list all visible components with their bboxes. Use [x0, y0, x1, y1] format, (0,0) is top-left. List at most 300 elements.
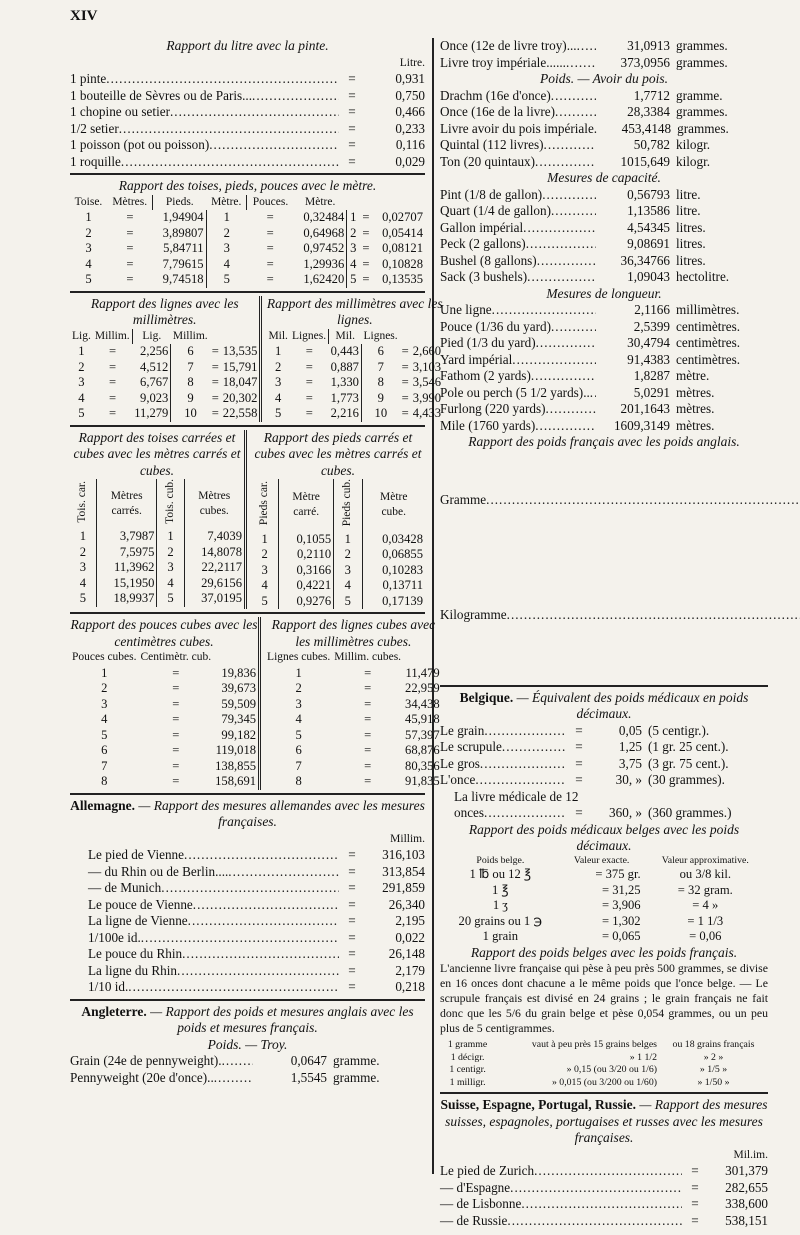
row-label: Sack (3 bushels)	[440, 269, 528, 284]
table-row	[440, 121, 768, 138]
equals-sign: =	[172, 712, 180, 727]
table-cell: 11,3962	[96, 560, 157, 576]
table-cell: 91,835	[405, 774, 440, 789]
row-value: 0,05	[618, 722, 642, 738]
table-cell: 0,06855	[362, 547, 425, 563]
pouces-cubes-header: Centimètr. cub.	[140, 651, 212, 664]
equals-sign: =	[172, 758, 180, 773]
toises-body	[70, 210, 425, 288]
table-row	[440, 929, 768, 945]
equals-sign: =	[364, 665, 372, 680]
row-value: 313,854	[382, 863, 425, 879]
equals-sign: =	[126, 256, 134, 271]
equals-sign: =	[362, 225, 370, 240]
leader-dots	[546, 401, 597, 418]
equals-sign: =	[364, 743, 372, 758]
table-cell: 10	[171, 406, 210, 422]
leader-dots	[536, 335, 596, 352]
row-label: 1 poisson (pot ou poisson)	[70, 137, 210, 152]
table-cell: 6	[361, 344, 399, 360]
table-cell: 6	[171, 344, 210, 360]
equals-sign: =	[305, 344, 313, 358]
row-value: 453,4148	[621, 120, 672, 136]
toises-carrees-header: Mètres	[198, 489, 231, 502]
toises-carrees-body	[70, 529, 244, 607]
row-value: 28,3384	[627, 104, 670, 119]
table-cell: 14,8078	[184, 545, 244, 561]
table-cell: 0,13711	[362, 578, 425, 594]
table-cell: 18,9937	[96, 591, 157, 607]
table-row	[70, 137, 425, 154]
table-cell: 1	[295, 665, 302, 680]
table-cell: 0,64968	[303, 225, 345, 240]
millim-body	[266, 344, 443, 422]
allemagne-title: — Rapport des mesures allemandes avec les mesures françaises.	[138, 797, 425, 830]
table-row	[88, 897, 425, 914]
livre-label: onces	[454, 805, 485, 820]
table-cell: 7	[171, 360, 210, 376]
angleterre-section	[70, 1004, 425, 1090]
table-row	[70, 71, 425, 88]
table-cell: » 1/50 »	[697, 1076, 730, 1088]
francais-subheading: Rapport des poids français avec les poids anglais.	[468, 434, 740, 449]
equals-sign: =	[401, 375, 409, 389]
toises-header: Pieds.	[153, 195, 206, 211]
table-cell: vaut à peu près 15 grains belges	[531, 1039, 657, 1050]
equals-sign: =	[211, 359, 219, 374]
lignes-cubes-block	[258, 617, 442, 790]
leader-dots	[480, 756, 566, 773]
table-cell: 5	[79, 591, 87, 606]
row-unit: gramme.	[333, 1053, 380, 1069]
table-cell: 8	[361, 375, 399, 391]
table-cell: 1 centigr.	[449, 1064, 486, 1075]
table-row	[70, 591, 244, 607]
table-row	[265, 728, 442, 744]
millim-header: Lignes.	[291, 329, 327, 342]
right-column	[440, 38, 768, 1235]
table-cell: 5	[295, 727, 302, 742]
table-row	[440, 253, 768, 270]
carres-cubes-section	[70, 430, 425, 615]
equals-sign: =	[364, 681, 372, 696]
table-row	[265, 666, 442, 682]
table-cell: 11,479	[405, 665, 440, 680]
table-cell: 1	[157, 529, 184, 545]
allemagne-unit: Millim.	[390, 832, 425, 845]
row-value: 373,0956	[620, 54, 670, 70]
belges-header-row	[440, 855, 768, 868]
table-row	[440, 1213, 768, 1230]
table-cell: » 0,15 (ou 3/20 ou 1/6)	[566, 1064, 657, 1075]
table-cell: 20 grains ou 1 ℈	[458, 913, 543, 928]
row-value: 31,0913	[627, 38, 670, 53]
table-row	[440, 1039, 768, 1052]
equals-sign: =	[172, 727, 180, 742]
table-row	[70, 529, 244, 545]
table-row	[440, 104, 768, 121]
table-cell: 3	[79, 560, 87, 575]
troy-subheading: Poids. — Troy.	[207, 1036, 288, 1052]
table-row	[440, 723, 768, 740]
leader-dots	[527, 269, 596, 286]
equals-sign: =	[362, 272, 370, 286]
leader-dots	[188, 913, 339, 930]
table-row	[440, 867, 768, 883]
lignes-table	[70, 329, 259, 422]
row-value: 0,233	[395, 120, 425, 136]
equals-sign: =	[126, 210, 134, 224]
allemagne-section	[70, 798, 425, 1001]
allemagne-heading	[70, 798, 425, 831]
equals-sign: =	[364, 712, 372, 727]
table-cell: 1 milligr.	[449, 1076, 486, 1088]
toises-header: Mètre.	[211, 195, 242, 208]
equals-sign: =	[211, 390, 219, 405]
table-cell: 1,29936	[303, 256, 345, 271]
table-cell: 1,773	[330, 390, 359, 405]
table-cell: 2	[206, 226, 247, 242]
table-cell: 4	[78, 390, 85, 405]
suisse-country: Suisse, Espagne, Portugal, Russie.	[440, 1097, 636, 1112]
angleterre-title: — Rapport des poids et mesures anglais avec les poids et mesures français.	[150, 1003, 414, 1036]
row-label: Once (12e de livre troy)...	[440, 38, 577, 53]
table-cell: 4	[334, 578, 362, 594]
table-row	[440, 302, 768, 319]
table-row	[70, 121, 425, 138]
toises-carrees-heading: Rapport des toises carrées et cubes avec les mètres carrés et cubes.	[73, 429, 241, 478]
table-cell: 4	[347, 257, 360, 273]
table-row	[70, 576, 244, 592]
table-cell: 0,443	[330, 344, 359, 358]
table-row	[440, 335, 768, 352]
table-cell: 7	[295, 758, 302, 773]
table-cell: 3	[261, 562, 268, 577]
table-row	[440, 154, 768, 171]
row-label: Pole ou perch (5 1/2 yards)..	[440, 384, 590, 400]
row-label: Le grain	[440, 722, 485, 738]
table-row	[88, 946, 425, 963]
row-label: 1/100e id.	[88, 929, 141, 945]
row-label: Livre avoir du pois impériale.	[440, 120, 598, 136]
table-cell: 45,918	[405, 712, 440, 727]
pouces-cubes-block	[70, 617, 258, 790]
equals-sign: =	[348, 863, 356, 879]
table-cell: 1	[78, 344, 85, 358]
table-cell: 0,2110	[279, 547, 334, 563]
table-row	[440, 739, 768, 756]
row-value: 2,179	[395, 962, 425, 978]
toises-section	[70, 178, 425, 293]
table-cell: 1	[85, 210, 92, 224]
equals-sign: =	[348, 87, 356, 103]
table-row	[70, 712, 258, 728]
table-cell: 4,433	[412, 406, 442, 420]
table-cell: 0,02707	[382, 210, 423, 224]
leader-dots	[492, 302, 596, 319]
equals-sign: =	[691, 1212, 699, 1228]
equals-sign: =	[575, 755, 583, 771]
table-cell: 0,887	[330, 359, 359, 374]
table-cell: 15,1950	[96, 576, 157, 592]
table-cell: 5	[206, 272, 247, 288]
row-label: Grain (24e de pennyweight).	[70, 1053, 222, 1069]
table-row	[440, 236, 768, 253]
table-cell: 5	[347, 272, 360, 288]
table-cell: 7	[101, 758, 108, 773]
leader-dots	[507, 1213, 682, 1230]
leader-dots	[106, 71, 339, 88]
equals-sign: =	[348, 880, 356, 896]
row-value: 316,103	[382, 847, 425, 863]
table-cell: 37,0195	[184, 591, 244, 607]
table-cell: 2	[101, 681, 108, 696]
pieds-cubes-vheader: Pieds cub.	[341, 479, 354, 527]
row-unit: hectolitre.	[676, 269, 730, 284]
row-unit: litre.	[676, 186, 701, 202]
table-cell: 1	[261, 531, 268, 546]
leader-dots	[184, 847, 339, 864]
table-cell: 3	[295, 696, 302, 711]
table-cell: 13,535	[222, 344, 258, 358]
table-row	[440, 1196, 768, 1213]
leader-dots	[193, 897, 339, 914]
row-value: 26,340	[388, 896, 425, 912]
row-label: Quintal (112 livres)	[440, 137, 544, 152]
row-label: — d'Espagne	[440, 1179, 511, 1195]
table-row	[266, 375, 443, 391]
leader-dots	[121, 154, 339, 171]
table-cell: 7,5975	[96, 545, 157, 561]
belgique-heading	[440, 690, 768, 723]
table-row	[70, 154, 425, 171]
page-number: XIV	[70, 8, 98, 24]
table-cell: » 1/5 »	[699, 1064, 728, 1075]
table-cell: 1	[275, 344, 282, 358]
row-unit: grammes.	[677, 120, 729, 136]
row-label: Fathom (2 yards)	[440, 368, 531, 383]
equals-sign: =	[362, 241, 370, 255]
row-unit: kilogr.	[676, 153, 711, 169]
row-value: 338,600	[725, 1196, 768, 1211]
belges-header: Valeur exacte.	[573, 854, 630, 866]
table-row	[70, 104, 425, 121]
table-cell: 22,2117	[184, 560, 244, 576]
table-cell: 3	[347, 241, 360, 257]
belgique-small-body	[440, 1039, 768, 1089]
leader-dots	[177, 963, 339, 980]
suisse-title: — Rapport des mesures suisses, espagnoles, portugaises et russes avec les mesures françaises.	[445, 1097, 768, 1145]
table-cell: 3,990	[412, 390, 442, 405]
row-value: 26,148	[388, 946, 425, 962]
toises-heading: Rapport des toises, pieds, pouces avec le mètre.	[118, 178, 377, 193]
toises-carrees-header-row	[70, 479, 244, 529]
equals-sign: =	[305, 390, 313, 405]
table-row	[265, 743, 442, 759]
row-label: — de Lisbonne	[440, 1196, 522, 1211]
millim-header: Mil.	[268, 329, 288, 342]
cubes-section	[70, 617, 440, 795]
longueur-subheading: Mesures de longueur.	[546, 285, 662, 301]
table-cell: = 31,25	[602, 882, 641, 897]
leader-dots	[170, 104, 339, 121]
table-cell: 34,438	[405, 696, 440, 711]
table-row	[70, 360, 259, 376]
equals-sign: =	[266, 225, 274, 240]
toises-header: Toise.	[74, 195, 103, 208]
row-label: La ligne du Rhin	[88, 962, 178, 978]
row-label: Gallon impérial	[440, 219, 524, 235]
row-value: 291,859	[382, 880, 425, 896]
livre-value: 360, »	[609, 805, 642, 820]
equals-sign: =	[348, 896, 356, 912]
leader-dots	[182, 946, 339, 963]
leader-dots	[209, 137, 339, 154]
table-cell: 0,08121	[382, 241, 423, 255]
row-value: 282,655	[725, 1179, 768, 1195]
table-cell: 2	[295, 681, 302, 696]
table-cell: 4	[157, 576, 184, 592]
row-value: 1,5545	[290, 1069, 327, 1085]
belgique-small-table	[440, 1039, 768, 1089]
table-cell: 0,1055	[279, 532, 334, 548]
table-cell: 39,673	[221, 681, 257, 696]
table-cell: 2	[79, 544, 87, 559]
row-label: 1/2 setier	[70, 120, 119, 136]
leader-dots	[577, 38, 596, 55]
table-cell: 2	[157, 545, 184, 561]
table-row	[440, 55, 768, 72]
pieds-carres-header: Mètre	[380, 490, 408, 503]
table-cell: 29,6156	[184, 576, 244, 592]
row-note: (30 grammes).	[648, 772, 725, 787]
table-cell: = 4 »	[692, 898, 719, 912]
equals-sign: =	[575, 739, 583, 754]
table-cell: » 1 1/2	[629, 1051, 657, 1063]
row-label: Mile (1760 yards)	[440, 417, 536, 433]
gramme-label: Gramme	[440, 491, 487, 507]
table-cell: 1,94904	[162, 210, 204, 224]
leader-dots	[484, 723, 566, 740]
table-cell: 99,182	[221, 727, 257, 742]
row-value: 1,7712	[633, 87, 670, 103]
table-cell: 0,10283	[362, 563, 425, 579]
table-cell: 0,13535	[382, 272, 423, 286]
litre-rows	[70, 71, 425, 170]
leader-dots	[544, 137, 596, 154]
table-cell: 5	[157, 591, 184, 607]
table-row	[70, 210, 425, 226]
leader-dots	[535, 154, 596, 171]
table-cell: 1 ℥	[491, 882, 509, 897]
table-cell: 59,509	[221, 696, 257, 711]
lignes-cubes-table	[265, 650, 442, 790]
troy-right-rows	[440, 38, 768, 71]
equals-sign: =	[211, 375, 219, 389]
row-label: Le pied de Vienne	[88, 847, 185, 863]
row-value: 0,750	[395, 87, 425, 103]
livre-line1: La livre médicale de 12	[454, 788, 579, 804]
table-cell: 0,32484	[303, 210, 345, 224]
row-label: Le pouce du Rhin	[88, 946, 183, 962]
table-row	[266, 360, 443, 376]
row-label: Furlong (220 yards)	[440, 401, 546, 416]
table-row	[70, 272, 425, 288]
row-label: 1/10 id.	[88, 979, 129, 995]
table-cell: 1	[101, 665, 108, 680]
left-column	[70, 38, 443, 1092]
equals-sign: =	[401, 390, 409, 405]
toises-header-row	[70, 195, 425, 211]
pieds-carres-table	[251, 479, 425, 609]
pouces-cubes-body	[70, 666, 258, 790]
table-cell: 1 grain	[482, 929, 518, 943]
leader-dots	[222, 1053, 253, 1070]
equals-sign: =	[126, 241, 134, 255]
table-row	[440, 352, 768, 369]
table-row	[266, 391, 443, 407]
row-label: Yard impérial	[440, 351, 513, 367]
table-cell: 8	[171, 375, 210, 391]
lignes-millim-section	[70, 295, 443, 427]
table-cell: 5	[334, 594, 362, 610]
row-value: 30,4794	[627, 335, 670, 350]
leader-dots	[542, 187, 596, 204]
leader-dots	[523, 220, 596, 237]
leader-dots	[555, 104, 596, 121]
avoir-rows	[440, 88, 768, 171]
row-value: 1,25	[618, 739, 642, 754]
millim-header: Mil.	[329, 329, 362, 345]
table-cell: = 0,065	[602, 929, 641, 943]
table-row	[70, 560, 244, 576]
table-row	[440, 319, 768, 336]
equals-sign: =	[108, 406, 117, 420]
table-cell: 15,791	[222, 359, 258, 374]
table-cell: = 375 gr.	[595, 867, 641, 881]
row-label: Pennyweight (20e d'once)..	[70, 1069, 214, 1085]
equals-sign: =	[211, 344, 219, 358]
capacite-subheading: Mesures de capacité.	[547, 170, 661, 185]
avoir-subheading: Poids. — Avoir du pois.	[539, 71, 668, 86]
row-label: 1 bouteille de Sèvres ou de Paris...	[70, 87, 253, 103]
capacite-rows	[440, 187, 768, 286]
table-row	[70, 545, 244, 561]
belges-header: Valeur approximative.	[661, 854, 749, 866]
table-cell: 1 ʒ	[492, 898, 508, 912]
equals-sign: =	[348, 913, 356, 929]
row-unit: grammes.	[676, 38, 728, 53]
table-cell: 0,4221	[279, 578, 334, 594]
kilo-group	[440, 550, 768, 682]
table-cell: 2	[261, 547, 268, 562]
longueur-rows	[440, 302, 768, 434]
leader-dots	[512, 352, 596, 369]
table-row	[440, 203, 768, 220]
column-divider	[432, 38, 434, 1174]
table-cell: 138,855	[215, 758, 257, 773]
row-label: Pint (1/8 de gallon)	[440, 186, 543, 202]
equals-sign: =	[348, 929, 356, 945]
row-unit: centimètres.	[676, 335, 741, 350]
table-row	[251, 594, 425, 610]
leader-dots	[551, 319, 596, 336]
troy-left-rows	[70, 1053, 425, 1086]
millim-header-row	[266, 329, 443, 345]
table-row	[70, 1053, 425, 1070]
table-cell: 158,691	[215, 774, 257, 789]
millim-block	[259, 296, 443, 422]
